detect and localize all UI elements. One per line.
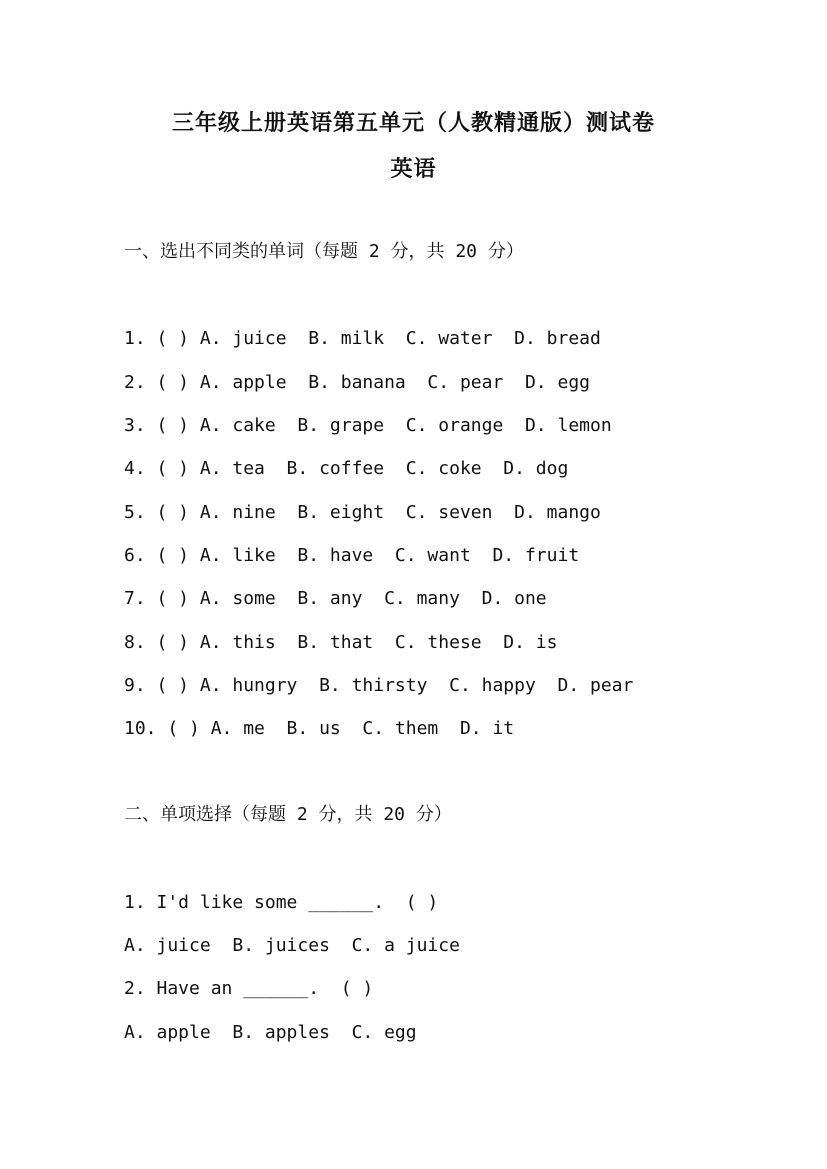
question-line: 5. ( ) A. nine B. eight C. seven D. mango [124, 502, 601, 523]
question-line: 1. ( ) A. juice B. milk C. water D. bread [124, 328, 601, 349]
question-line: 1. I'd like some ______. ( ) [124, 892, 439, 913]
question-line: 9. ( ) A. hungry B. thirsty C. happy D. pear [124, 675, 634, 696]
question-line: 2. Have an ______. ( ) [124, 978, 374, 999]
question-line: 6. ( ) A. like B. have C. want D. fruit [124, 545, 580, 566]
question-line: 7. ( ) A. some B. any C. many D. one [124, 588, 547, 609]
document-subtitle: 英语 [390, 156, 437, 182]
question-line: 3. ( ) A. cake B. grape C. orange D. lemon [124, 415, 612, 436]
section-2-heading: 二、单项选择（每题 2 分，共 20 分） [124, 804, 452, 825]
answer-options-line: A. juice B. juices C. a juice [124, 935, 460, 956]
question-line: 8. ( ) A. this B. that C. these D. is [124, 632, 558, 653]
question-line: 10. ( ) A. me B. us C. them D. it [124, 718, 515, 739]
question-line: 4. ( ) A. tea B. coffee C. coke D. dog [124, 458, 569, 479]
question-line: 2. ( ) A. apple B. banana C. pear D. egg [124, 372, 590, 393]
answer-options-line: A. apple B. apples C. egg [124, 1022, 417, 1043]
document-title: 三年级上册英语第五单元（人教精通版）测试卷 [171, 110, 655, 136]
section-1-heading: 一、选出不同类的单词（每题 2 分，共 20 分） [124, 241, 524, 262]
